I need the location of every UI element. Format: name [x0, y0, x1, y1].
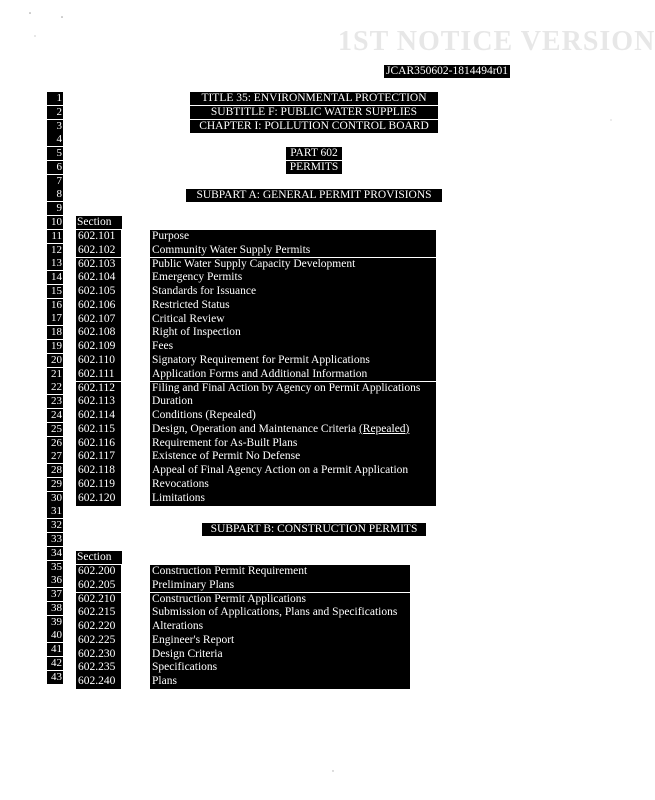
line-number: 14: [47, 271, 63, 284]
section-title-text: Conditions (Repealed): [152, 409, 256, 422]
section-title: [150, 648, 410, 662]
line-number: 42: [47, 657, 63, 670]
section-title: [150, 395, 436, 409]
line-number: 12: [47, 244, 63, 257]
section-title-text: Revocations: [152, 478, 209, 491]
section-title: [150, 258, 436, 272]
section-title: [150, 565, 410, 579]
section-title-text: Appeal of Final Agency Action on a Permit Application: [152, 464, 409, 477]
line-number: 16: [47, 299, 63, 312]
section-title-text: Restricted Status: [152, 298, 230, 311]
section-number: 602.117: [76, 450, 121, 464]
section-number: 602.115: [76, 423, 121, 437]
title-heading: TITLE 35: ENVIRONMENTAL PROTECTION: [190, 92, 438, 105]
line-number: 29: [47, 478, 63, 491]
section-title-text: Construction Permit Requirement: [152, 565, 308, 577]
section-title: [150, 675, 410, 689]
section-title: [150, 464, 436, 478]
section-number: 602.120: [76, 492, 121, 506]
section-number: 602.200: [76, 565, 121, 579]
section-number: 602.118: [76, 464, 121, 478]
line-number: 7: [47, 175, 63, 188]
chapter-heading: CHAPTER I: POLLUTION CONTROL BOARD: [190, 120, 438, 133]
section-title-text: Signatory Requirement for Permit Applications: [152, 354, 370, 367]
section-title-text: Application Forms and Additional Information: [152, 367, 368, 380]
section-number: 602.116: [76, 437, 121, 451]
section-title-text: Filing and Final Action by Agency on Permit Applications: [152, 381, 421, 394]
section-title-text: Specifications: [152, 661, 218, 674]
section-title: [150, 230, 436, 244]
section-title-text: Existence of Permit No Defense: [152, 450, 301, 463]
section-number: 602.119: [76, 478, 121, 492]
line-number: 31: [47, 505, 63, 518]
section-title: [150, 382, 436, 396]
line-number: 41: [47, 643, 63, 656]
section-number: 602.230: [76, 648, 121, 662]
section-title-text: Duration: [152, 395, 193, 408]
section-title: [150, 354, 436, 368]
section-title: [150, 478, 436, 492]
section-title: [150, 620, 410, 634]
stamp-watermark: 1ST NOTICE VERSION: [338, 26, 655, 57]
section-title: [150, 450, 436, 464]
section-title-text: Construction Permit Applications: [152, 592, 306, 605]
line-number: 25: [47, 423, 63, 436]
section-number: 602.104: [76, 271, 121, 285]
line-number: 17: [47, 312, 63, 325]
subpart-a-section-label: Section: [76, 216, 122, 229]
line-number: 43: [47, 671, 63, 684]
section-number: 602.110: [76, 354, 121, 368]
line-number: 4: [47, 133, 63, 146]
line-number: 37: [47, 588, 63, 601]
section-number: 602.240: [76, 675, 121, 689]
section-number: 602.235: [76, 661, 121, 675]
line-number: 3: [47, 120, 63, 133]
section-title: [150, 606, 410, 620]
section-title: [150, 634, 410, 648]
section-title-text: Plans: [152, 675, 177, 688]
section-number: 602.220: [76, 620, 121, 634]
section-title-text: Limitations: [152, 491, 206, 504]
section-title: [150, 492, 436, 506]
section-title: [150, 661, 410, 675]
section-title-text: Design Criteria: [152, 647, 223, 660]
section-title-text: Critical Review: [152, 312, 225, 325]
document-id: JCAR350602-1814494r01: [386, 65, 509, 77]
section-title: [150, 423, 436, 437]
line-number: 28: [47, 464, 63, 477]
line-number: 39: [47, 616, 63, 629]
line-number: 32: [47, 519, 63, 532]
section-title-text: Community Water Supply Permits: [152, 243, 311, 256]
subpart-b-section-label: Section: [76, 551, 122, 564]
section-number: 602.205: [76, 579, 121, 593]
line-number: 19: [47, 340, 63, 353]
section-number: 602.113: [76, 395, 121, 409]
line-number: 13: [47, 257, 63, 270]
section-title-text: Purpose: [152, 230, 190, 242]
line-number: 40: [47, 629, 63, 642]
section-title: [150, 579, 410, 593]
section-title: [150, 285, 436, 299]
section-number: 602.112: [76, 382, 121, 396]
section-title-text: Alterations: [152, 620, 204, 633]
section-title-text: Engineer's Report: [152, 633, 235, 646]
line-number: 10: [47, 216, 63, 229]
line-number: 38: [47, 602, 63, 615]
line-number: 22: [47, 381, 63, 394]
section-title-text: Design, Operation and Maintenance Criteria: [152, 422, 357, 435]
section-title: [150, 244, 436, 258]
section-number: 602.109: [76, 340, 121, 354]
line-number: 9: [47, 202, 63, 215]
section-title-text: Requirement for As-Built Plans: [152, 436, 298, 449]
line-number: 34: [47, 547, 63, 560]
section-title: [150, 437, 436, 451]
line-number: 11: [47, 230, 63, 243]
line-number: 15: [47, 285, 63, 298]
section-number: 602.225: [76, 634, 121, 648]
line-number: 24: [47, 409, 63, 422]
section-title: [150, 409, 436, 423]
section-title-text: Fees: [152, 340, 174, 353]
line-number: 6: [47, 161, 63, 174]
line-number: 18: [47, 326, 63, 339]
section-title: [150, 299, 436, 313]
line-number: 36: [47, 574, 63, 587]
section-number: 602.102: [76, 244, 121, 258]
section-title: [150, 313, 436, 327]
section-number: 602.107: [76, 313, 121, 327]
line-number: 2: [47, 106, 63, 119]
part-number: PART 602: [286, 147, 342, 160]
section-title: [150, 593, 410, 607]
repealed-note: (Repealed): [358, 422, 410, 435]
line-number: 30: [47, 492, 63, 505]
section-number: 602.210: [76, 593, 121, 607]
section-number: 602.103: [76, 258, 121, 272]
section-number: 602.105: [76, 285, 121, 299]
section-title-text: Public Water Supply Capacity Development: [152, 257, 356, 270]
line-number: 21: [47, 368, 63, 381]
line-number: 27: [47, 450, 63, 463]
section-title-text: Right of Inspection: [152, 326, 241, 339]
section-title: [150, 340, 436, 354]
section-number: 602.101: [76, 230, 121, 244]
section-title: [150, 271, 436, 285]
line-number: 23: [47, 395, 63, 408]
subpart-a-heading: SUBPART A: GENERAL PERMIT PROVISIONS: [186, 189, 442, 202]
subpart-b-heading: SUBPART B: CONSTRUCTION PERMITS: [202, 523, 426, 536]
subtitle-heading: SUBTITLE F: PUBLIC WATER SUPPLIES: [190, 106, 438, 119]
line-number: 33: [47, 533, 63, 546]
section-title-text: Emergency Permits: [152, 271, 243, 284]
section-number: 602.114: [76, 409, 121, 423]
section-title: [150, 368, 436, 382]
part-name: PERMITS: [286, 161, 342, 174]
line-number: 26: [47, 437, 63, 450]
line-number: 1: [47, 92, 63, 105]
section-title-text: Standards for Issuance: [152, 285, 257, 298]
line-number: 20: [47, 354, 63, 367]
section-title: [150, 326, 436, 340]
section-number: 602.108: [76, 326, 121, 340]
section-title-text: Submission of Applications, Plans and Specifications: [152, 606, 398, 619]
section-number: 602.111: [76, 368, 121, 382]
line-number: 35: [47, 561, 63, 574]
section-title-text: Preliminary Plans: [152, 578, 235, 591]
line-number: 5: [47, 147, 63, 160]
section-number: 602.215: [76, 606, 121, 620]
section-number: 602.106: [76, 299, 121, 313]
line-number: 8: [47, 188, 63, 201]
